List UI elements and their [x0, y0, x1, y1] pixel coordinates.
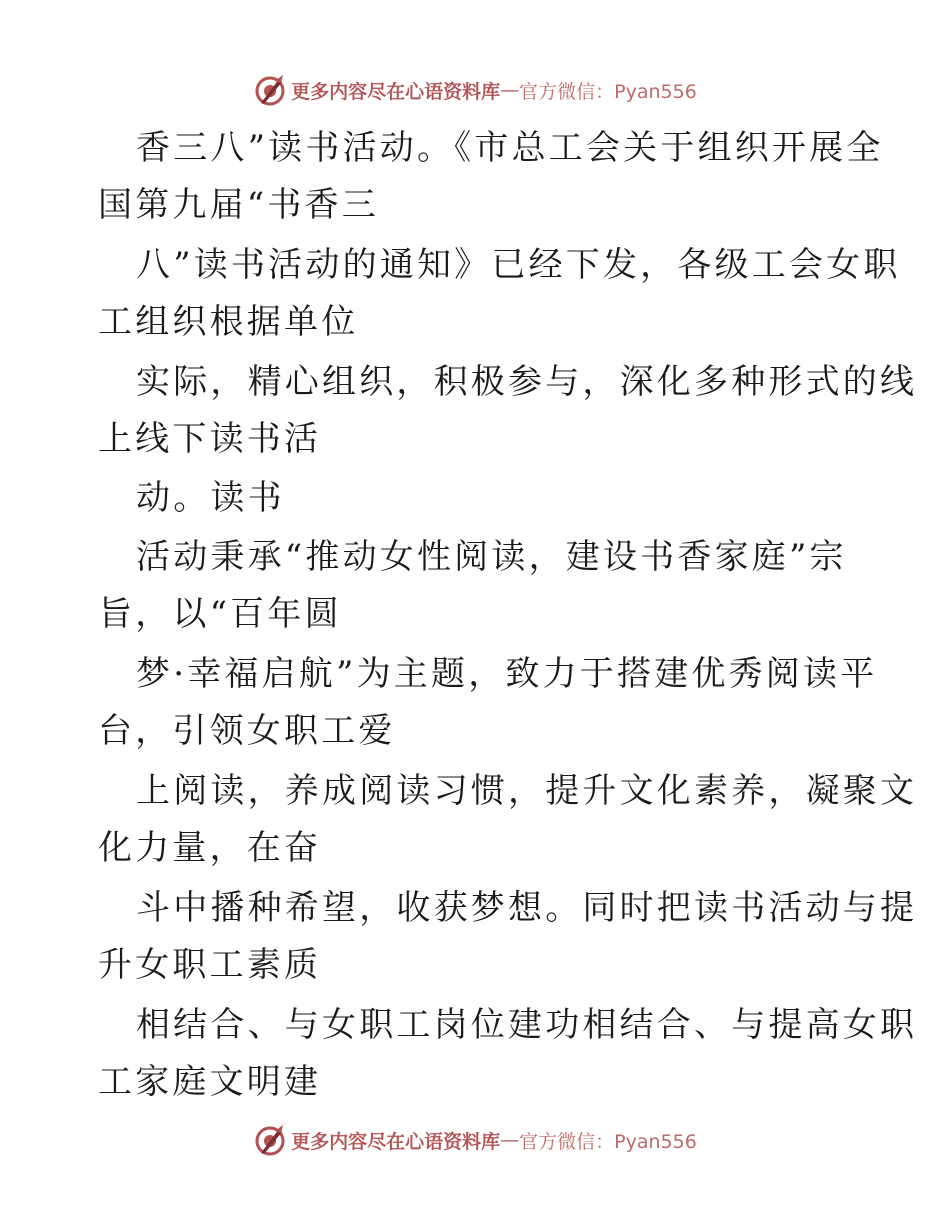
quill-logo-icon — [253, 1123, 287, 1157]
text-line: 上阅读，养成阅读习惯，提升文化素养，凝聚文 — [136, 771, 918, 811]
footer-watermark-banner — [0, 1122, 950, 1158]
header-banner-wechat: 官方微信：Pyan556 — [519, 80, 697, 103]
text-line: 相结合、与女职工岗位建功相结合、与提高女职 — [136, 1005, 918, 1045]
text-line: 工家庭文明建 — [98, 1062, 322, 1102]
header-banner-separator: — — [500, 79, 520, 101]
text-line: 国第九届“书香三 — [98, 185, 379, 225]
text-line: 化力量，在奋 — [98, 828, 322, 868]
text-line: 旨，以“百年圆 — [98, 594, 342, 634]
text-line: 上线下读书活 — [98, 419, 322, 459]
footer-banner-text: 更多内容尽在心语资料库 — [291, 1130, 501, 1153]
header-banner-text: 更多内容尽在心语资料库 — [291, 80, 501, 103]
text-line: 实际，精心组织，积极参与，深化多种形式的线 — [136, 362, 918, 402]
text-line: 香三八”读书活动。《市总工会关于组织开展全 — [136, 128, 884, 168]
text-line: 升女职工素质 — [98, 945, 322, 985]
text-line: 梦·幸福启航”为主题，致力于搭建优秀阅读平 — [136, 654, 878, 694]
text-line: 动。读书 — [136, 478, 285, 518]
text-line: 台，引领女职工爱 — [98, 711, 396, 751]
text-line: 斗中播种希望，收获梦想。同时把读书活动与提 — [136, 888, 918, 928]
footer-banner-separator: — — [500, 1129, 520, 1151]
text-line: 八”读书活动的通知》已经下发，各级工会女职 — [136, 245, 901, 285]
text-line: 工组织根据单位 — [98, 302, 359, 342]
header-watermark-banner — [0, 72, 950, 108]
text-line: 活动秉承“推动女性阅读，建设书香家庭”宗 — [136, 537, 847, 577]
footer-banner-wechat: 官方微信：Pyan556 — [519, 1130, 697, 1153]
quill-logo-icon — [253, 73, 287, 107]
